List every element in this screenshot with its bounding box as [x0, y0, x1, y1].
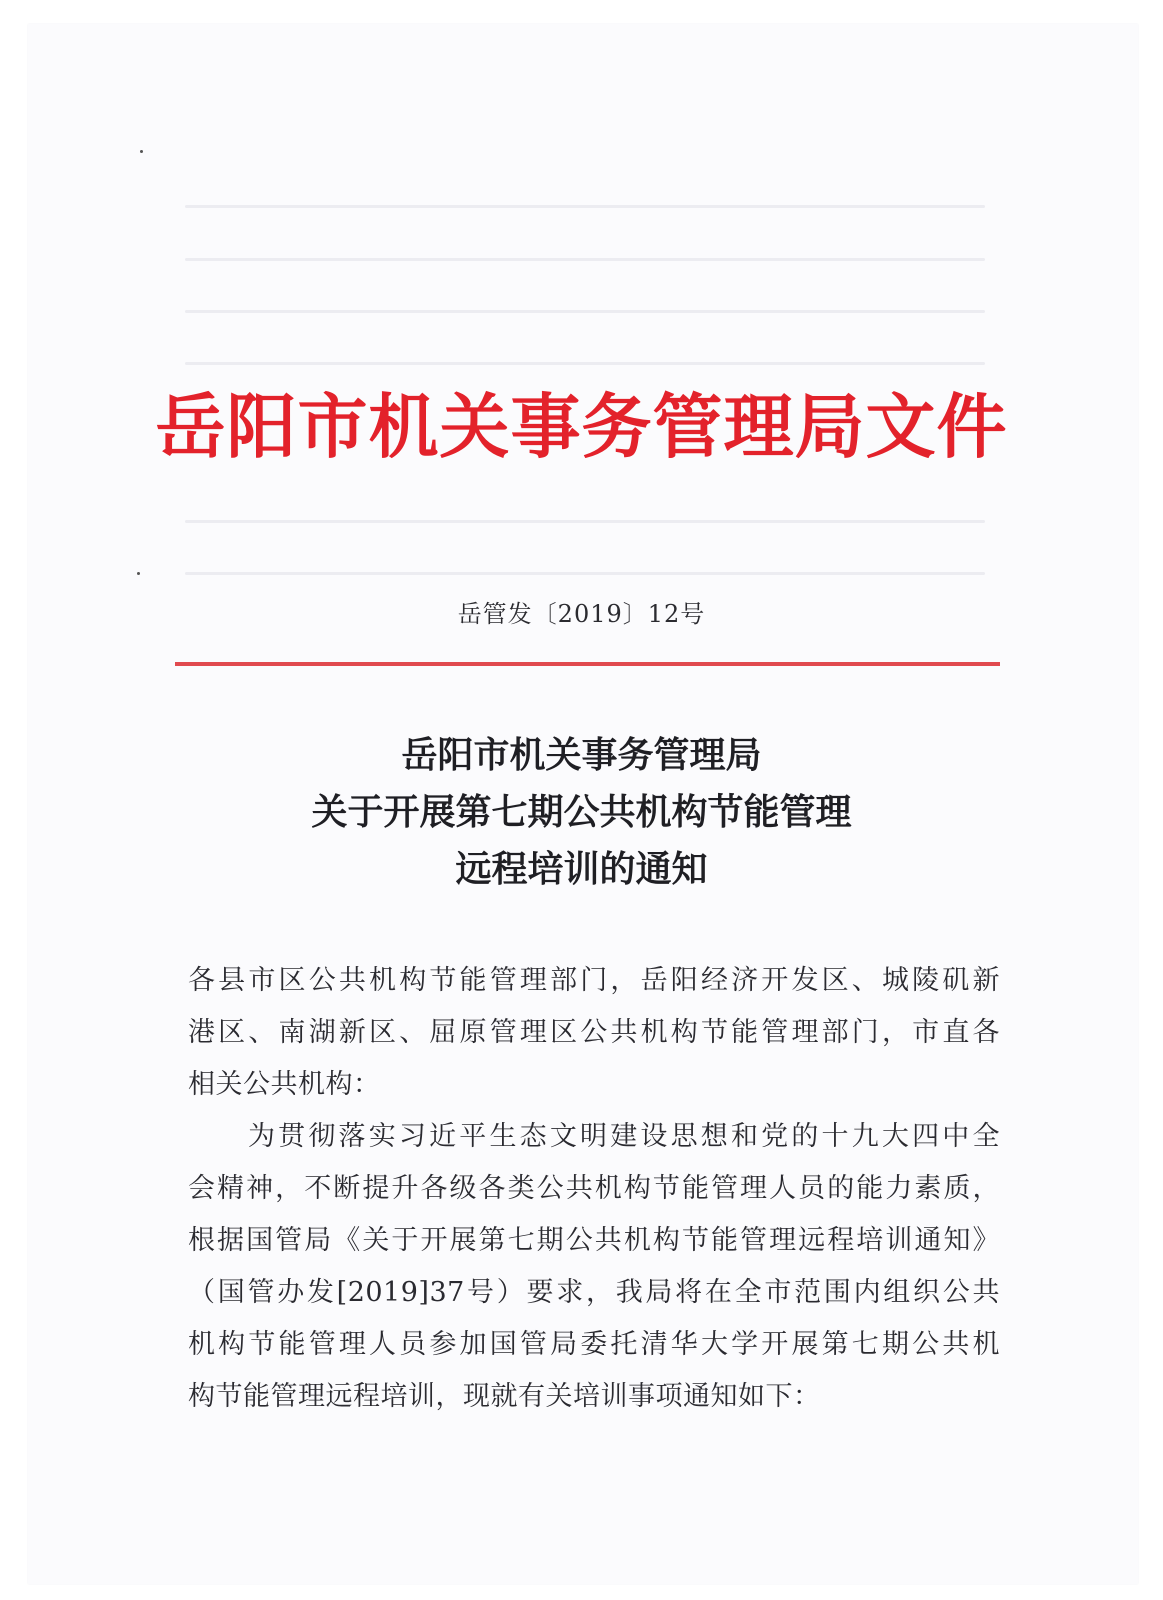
paragraph-line: 构节能管理远程培训，现就有关培训事项通知如下：: [188, 1381, 821, 1412]
scan-speck: [137, 572, 140, 575]
bleed-through-line: [185, 572, 985, 575]
addressee-line: 相关公共机构：: [188, 1069, 381, 1100]
title-line: 远程培训的通知: [455, 848, 708, 890]
addressee-line: 各县市区公共机构节能管理部门，岳阳经济开发区、城陵矶新: [188, 965, 1000, 996]
document-number: 岳管发〔2019〕12号: [457, 600, 706, 628]
paragraph-line: 机构节能管理人员参加国管局委托清华大学开展第七期公共机: [188, 1329, 1000, 1360]
bleed-through-line: [185, 258, 985, 261]
scan-speck: [140, 150, 143, 153]
paragraph-line: 会精神，不断提升各级各类公共机构节能管理人员的能力素质，: [188, 1173, 1000, 1204]
notice-body: [188, 955, 1000, 1423]
paragraph-line: 根据国管局《关于开展第七期公共机构节能管理远程培训通知》: [188, 1225, 1000, 1256]
paragraph-line: 为贯彻落实习近平生态文明建设思想和党的十九大四中全: [248, 1121, 1000, 1152]
bleed-through-line: [185, 520, 985, 523]
notice-title: [0, 727, 1163, 898]
paragraph-line: （国管办发[2019]37号）要求，我局将在全市范围内组织公共: [188, 1277, 1000, 1308]
bleed-through-line: [185, 205, 985, 208]
title-line: 岳阳市机关事务管理局: [401, 734, 762, 776]
addressee-line: 港区、南湖新区、屈原管理区公共机构节能管理部门，市直各: [188, 1017, 1000, 1048]
red-separator-rule: [175, 662, 1000, 666]
letterhead-title: 岳阳市机关事务管理局文件: [155, 385, 1008, 468]
bleed-through-line: [185, 362, 985, 365]
bleed-through-line: [185, 310, 985, 313]
title-line: 关于开展第七期公共机构节能管理: [311, 791, 852, 833]
